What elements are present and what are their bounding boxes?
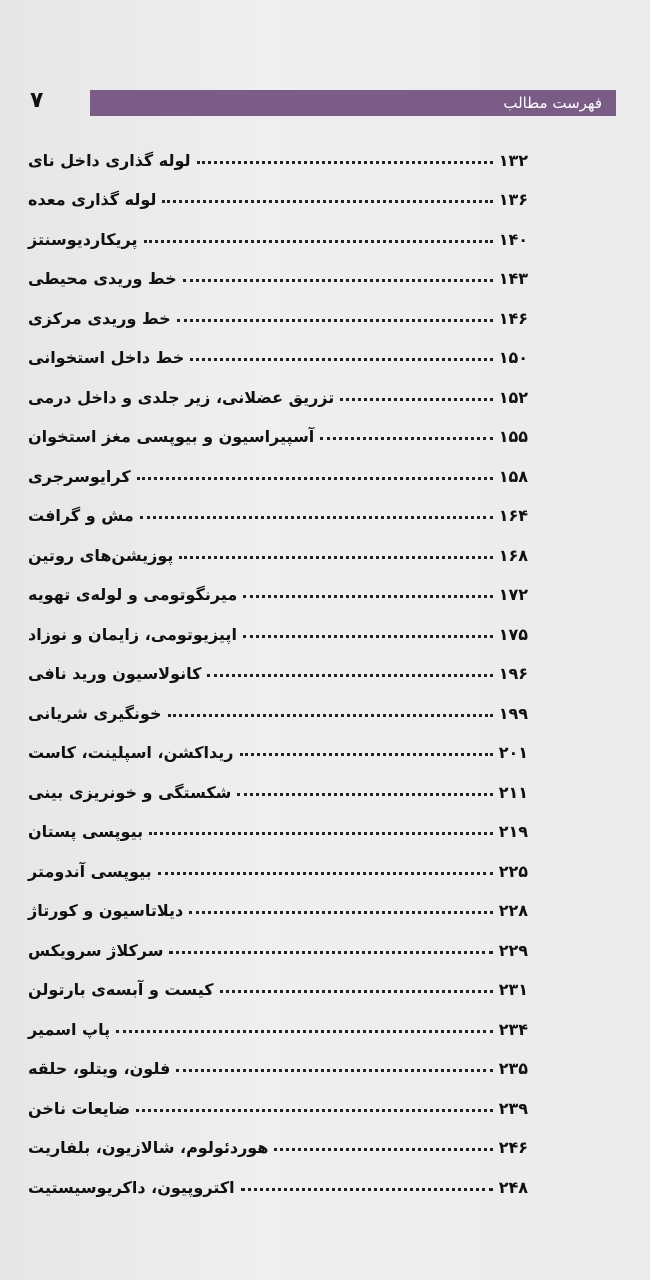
toc-entry-page: ۱۳۶ bbox=[498, 190, 528, 209]
dot-leader bbox=[241, 1188, 493, 1191]
dot-leader bbox=[168, 714, 493, 717]
toc-entry-title: هوردئولوم، شالازیون، بلفاریت bbox=[28, 1138, 269, 1157]
toc-entry-title: کیست و آبسه‌ی بارتولن bbox=[28, 980, 214, 999]
toc-entry bbox=[28, 723, 528, 763]
toc-entry-page: ۱۳۲ bbox=[498, 150, 528, 170]
toc-entry-page: ۲۰۱ bbox=[498, 743, 528, 762]
toc-entry-page: ۲۳۴ bbox=[498, 1019, 528, 1039]
toc-entry-page: ۱۷۲ bbox=[498, 585, 528, 604]
toc-entry-page: ۱۹۹ bbox=[498, 703, 528, 723]
toc-entry-title: اکتروپیون، داکریوسیستیت bbox=[28, 1177, 235, 1197]
toc-entry-page: ۱۵۰ bbox=[498, 348, 528, 367]
toc-entry bbox=[28, 999, 528, 1039]
toc-entry-title: مش و گرافت bbox=[28, 506, 134, 525]
toc-entry-title: آسپیراسیون و بیوپسی مغز استخوان bbox=[28, 427, 315, 446]
toc-entry-title: بیوپسی پستان bbox=[28, 822, 144, 841]
dot-leader bbox=[190, 358, 492, 361]
toc-entry-title: اپیزیوتومی، زایمان و نوزاد bbox=[28, 624, 237, 644]
toc-entry-title: دیلاتاسیون و کورتاژ bbox=[28, 901, 184, 920]
toc-entry-page: ۲۳۵ bbox=[498, 1059, 528, 1078]
dot-leader bbox=[237, 793, 492, 796]
toc-entry bbox=[28, 565, 528, 605]
toc-entry-title: ریداکشن، اسپلینت، کاست bbox=[28, 743, 234, 762]
toc-entry-title: فلون، ویتلو، حلقه bbox=[28, 1059, 171, 1078]
toc-entry-page: ۲۳۹ bbox=[498, 1098, 528, 1118]
toc-entry-page: ۲۴۶ bbox=[498, 1138, 528, 1157]
toc-entry-title: پریکاردیوسنتز bbox=[28, 229, 138, 249]
toc-entry-title: خونگیری شریانی bbox=[28, 703, 162, 723]
section-title: فهرست مطالب bbox=[503, 94, 602, 112]
toc-entry-page: ۱۹۶ bbox=[498, 664, 528, 683]
toc-entry bbox=[28, 249, 528, 289]
toc-entry bbox=[28, 683, 528, 723]
toc-entry bbox=[28, 288, 528, 328]
dot-leader bbox=[274, 1148, 492, 1151]
toc-entry-title: پوزیشن‌های روتین bbox=[28, 545, 174, 565]
dot-leader bbox=[176, 1069, 492, 1072]
dot-leader bbox=[136, 1109, 493, 1112]
toc-entry bbox=[28, 170, 528, 210]
toc-entry bbox=[28, 762, 528, 802]
dot-leader bbox=[137, 477, 493, 480]
dot-leader bbox=[240, 753, 493, 756]
toc-entry bbox=[28, 841, 528, 881]
toc-entry-title: شکستگی و خونریزی بینی bbox=[28, 782, 232, 802]
toc-entry bbox=[28, 1078, 528, 1118]
toc-entry-page: ۱۶۴ bbox=[498, 506, 528, 525]
toc-entry-title: کانولاسیون ورید نافی bbox=[28, 664, 202, 683]
toc-entry bbox=[28, 644, 528, 684]
toc-entry-page: ۱۴۶ bbox=[498, 308, 528, 328]
dot-leader bbox=[207, 674, 492, 677]
dot-leader bbox=[243, 635, 493, 638]
toc-entry bbox=[28, 130, 528, 170]
toc-entry bbox=[28, 328, 528, 368]
toc-entry-page: ۲۱۱ bbox=[498, 782, 528, 802]
toc-entry-title: لوله گذاری معده bbox=[28, 190, 157, 209]
toc-entry-title: میرنگوتومی و لوله‌ی تهویه bbox=[28, 585, 238, 604]
dot-leader bbox=[162, 200, 492, 203]
toc-entry-title: کرایوسرجری bbox=[28, 466, 131, 486]
toc-entry bbox=[28, 367, 528, 407]
toc-entry-page: ۱۵۲ bbox=[498, 387, 528, 407]
toc-entry bbox=[28, 881, 528, 921]
toc-entry bbox=[28, 486, 528, 526]
toc-entry-title: لوله گذاری داخل نای bbox=[28, 150, 191, 170]
toc-entry-title: خط وریدی مرکزی bbox=[28, 308, 171, 328]
dot-leader bbox=[320, 437, 492, 440]
toc-entry-title: ضایعات ناخن bbox=[28, 1098, 131, 1118]
dot-leader bbox=[177, 319, 493, 322]
toc-entry bbox=[28, 960, 528, 1000]
toc-entry-page: ۱۷۵ bbox=[498, 624, 528, 644]
toc-entry bbox=[28, 920, 528, 960]
toc-entry-page: ۱۵۵ bbox=[498, 427, 528, 446]
toc-entry-page: ۱۵۸ bbox=[498, 466, 528, 486]
toc-entry-page: ۲۲۵ bbox=[498, 861, 528, 881]
toc-entry-page: ۱۶۸ bbox=[498, 545, 528, 565]
dot-leader bbox=[340, 398, 492, 401]
toc-entry-title: سرکلاژ سرویکس bbox=[28, 940, 164, 960]
dot-leader bbox=[169, 951, 492, 954]
dot-leader bbox=[220, 990, 493, 993]
dot-leader bbox=[158, 872, 493, 875]
toc-entry-title: خط وریدی محیطی bbox=[28, 269, 177, 288]
dot-leader bbox=[179, 556, 492, 559]
toc-entry-page: ۱۴۰ bbox=[498, 229, 528, 249]
toc-entry bbox=[28, 1039, 528, 1079]
dot-leader bbox=[183, 279, 493, 282]
toc-entry bbox=[28, 525, 528, 565]
toc-entry-page: ۲۴۸ bbox=[498, 1177, 528, 1197]
dot-leader bbox=[149, 832, 493, 835]
header-bar bbox=[90, 90, 616, 116]
toc-entry-title: بیوپسی آندومتر bbox=[28, 861, 152, 881]
dot-leader bbox=[116, 1030, 493, 1033]
dot-leader bbox=[243, 595, 492, 598]
toc-entry bbox=[28, 1118, 528, 1158]
toc-entry-page: ۲۱۹ bbox=[498, 822, 528, 841]
page-number: ۷ bbox=[30, 88, 44, 113]
toc-entry-title: تزریق عضلانی، زیر جلدی و داخل درمی bbox=[28, 387, 335, 407]
toc-entry-page: ۱۴۳ bbox=[498, 269, 528, 288]
toc-entry-title: خط داخل استخوانی bbox=[28, 348, 185, 367]
toc-entry bbox=[28, 1157, 528, 1197]
table-of-contents bbox=[28, 130, 528, 1197]
toc-entry bbox=[28, 407, 528, 447]
toc-entry bbox=[28, 209, 528, 249]
toc-entry-page: ۲۳۱ bbox=[498, 980, 528, 999]
toc-entry-title: پاپ اسمیر bbox=[28, 1019, 111, 1039]
dot-leader bbox=[140, 516, 493, 519]
toc-entry bbox=[28, 802, 528, 842]
dot-leader bbox=[144, 240, 493, 243]
dot-leader bbox=[197, 161, 493, 164]
toc-entry-page: ۲۲۹ bbox=[498, 940, 528, 960]
toc-entry-page: ۲۲۸ bbox=[498, 901, 528, 920]
toc-entry bbox=[28, 446, 528, 486]
dot-leader bbox=[189, 911, 493, 914]
toc-entry bbox=[28, 604, 528, 644]
